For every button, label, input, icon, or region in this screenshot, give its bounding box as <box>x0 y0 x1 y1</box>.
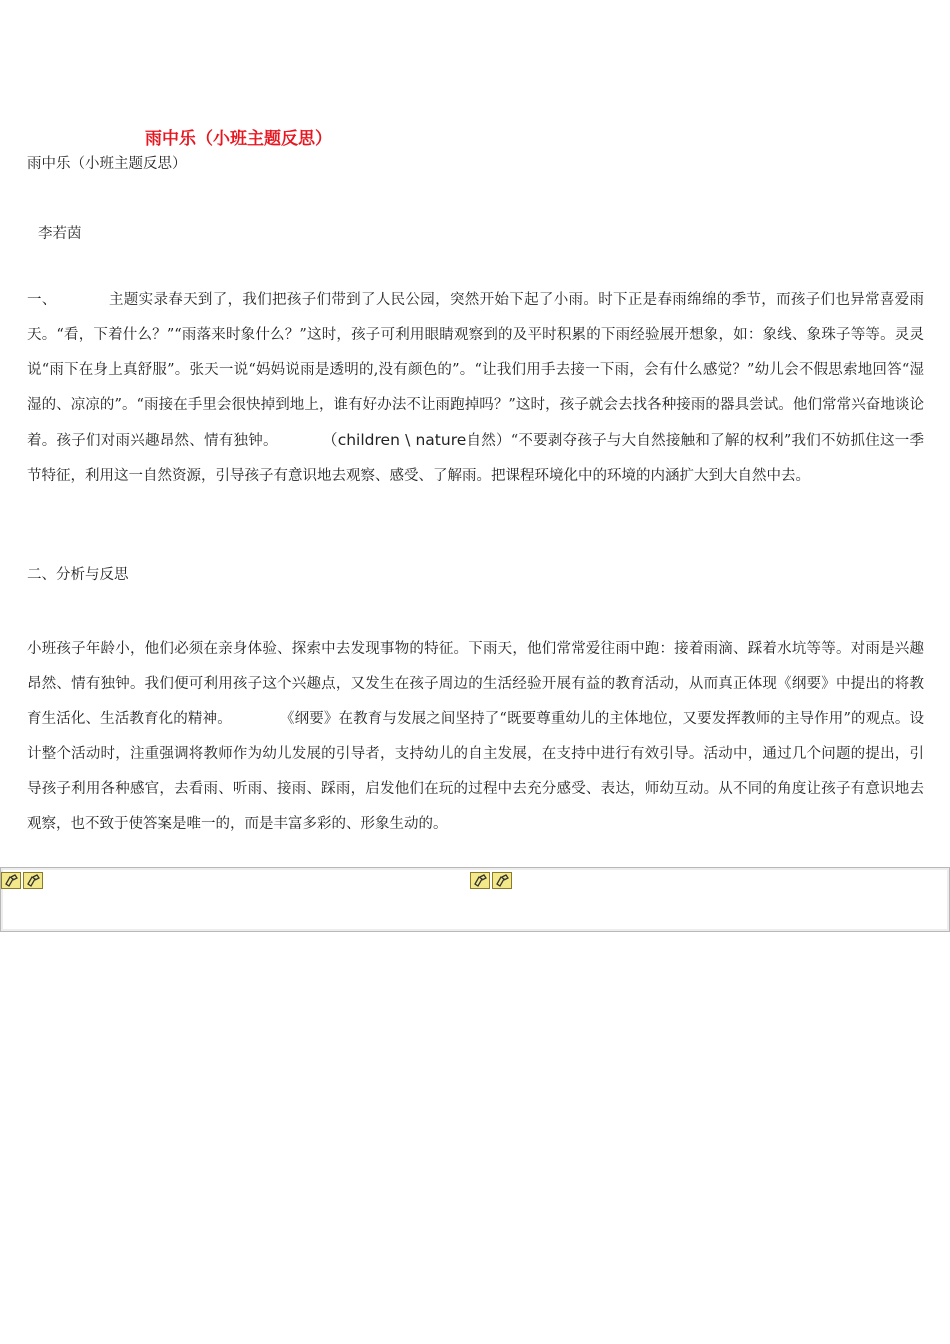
author-name: 李若茵 <box>38 226 82 242</box>
section-2-text-b: 《纲要》在教育与发展之间坚持了“既要尊重幼儿的主体地位，又要发挥教师的主导作用”的观点。设计整个活动时，注重强调将教师作为幼儿发展的引导者，支持幼儿的自主发展，在支持中进行有效引导。活动中，通过几个问题的提出，引导孩子利用各种感官，去看雨、听雨、接雨、踩雨，启发他们在玩的过程中去充分感受、表达，师幼互动。从不同的角度让孩子有意识地去观察，也不致于使答案是唯一的，而是丰富多彩的、形象生动的。 <box>27 711 925 832</box>
link-icon[interactable] <box>23 872 43 889</box>
section-2-paragraph <box>27 632 924 842</box>
footer-bar <box>0 867 950 932</box>
section-1-english-text: （children \ nature <box>321 431 467 449</box>
link-icon[interactable] <box>492 872 512 889</box>
section-1-text-b: 自然）“不要剥夺孩子与大自然接触和了解的权利”我们不妨抓住这一季节特征，利用这一自然资源，引导孩子有意识地去观察、感受、了解雨。把课程环境化中的环境的内涵扩大到大自然中去。 <box>27 433 925 484</box>
footer-icon-group-left <box>1 872 45 889</box>
section-1-label: 一、 <box>27 292 57 308</box>
link-icon[interactable] <box>470 872 490 889</box>
footer-icon-group-center <box>470 872 514 889</box>
section-2-heading: 二、分析与反思 <box>27 567 129 583</box>
section-1-paragraph <box>27 283 924 494</box>
section-2-text-a: 小班孩子年龄小，他们必须在亲身体验、探索中去发现事物的特征。下雨天，他们常常爱往雨中跑：接着雨滴、踩着水坑等等。对雨是兴趣昂然、情有独钟。我们便可利用孩子这个兴趣点，又发生在孩子周边的生活经验开展有益的教育活动，从而真正体现《纲要》中提出的将教育生活化、生活教育化的精神。 <box>27 641 924 727</box>
link-icon[interactable] <box>1 872 21 889</box>
document-subtitle: 雨中乐（小班主题反思） <box>27 156 187 172</box>
document-title: 雨中乐（小班主题反思） <box>145 129 332 149</box>
section-1-text-a: 主题实录春天到了，我们把孩子们带到了人民公园，突然开始下起了小雨。时下正是春雨绵绵的季节，而孩子们也异常喜爱雨天。“看，下着什么？”“雨落来时象什么？”这时，孩子可利用眼睛观察到的及平时积累的下雨经验展开想象，如：象线、象珠子等等。灵灵说“雨下在身上真舒服”。张天一说“妈妈说雨是透明的,没有颜色的”。“让我们用手去接一下雨，会有什么感觉？”幼儿会不假思索地回答“湿湿的、凉凉的”。“雨接在手里会很快掉到地上，谁有好办法不让雨跑掉吗？”这时，孩子就会去找各种接雨的器具尝试。他们常常兴奋地谈论着。孩子们对雨兴趣昂然、情有独钟。 <box>27 292 925 449</box>
